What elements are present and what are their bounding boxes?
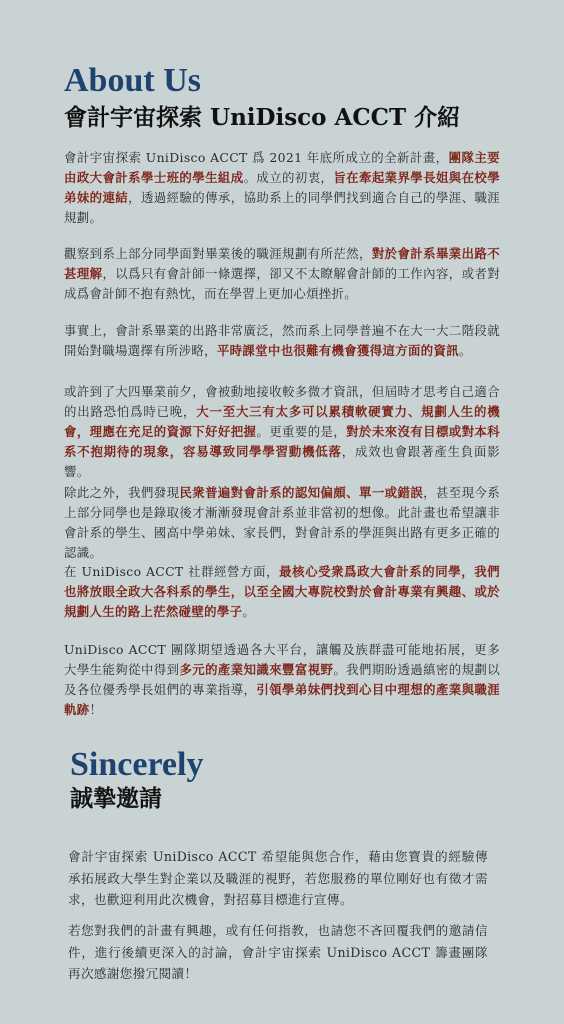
body-text: 除此之外，我們發現 xyxy=(64,485,180,500)
about-paragraph-6 xyxy=(64,562,500,622)
about-paragraph-2 xyxy=(64,244,500,304)
body-text: ，甚至現今系上部分同學也是錄取後才漸漸發現會計系並非當初的想像。此計畫也希望讓非會計系的學生、國高中學弟妹、家長們，對會計系的學涯與出路有更多正確的認識。 xyxy=(64,485,500,560)
about-title-en: About Us xyxy=(64,62,201,99)
about-paragraph-3 xyxy=(64,321,500,361)
body-text: ！ xyxy=(89,702,103,717)
body-text: ，成效也會跟著產生負面影響。 xyxy=(64,444,500,479)
body-text: 。成立的初衷， xyxy=(243,170,334,185)
highlighted-text: 大一至大三有太多可以累積軟硬實力、規劃人生的機會，理應在充足的資源下好好把握 xyxy=(64,404,500,439)
body-text: 。 xyxy=(458,343,472,358)
highlighted-text: 對於會計系畢業出路不甚理解 xyxy=(64,246,501,281)
body-text: UniDisco ACCT 團隊期望透過各大平台，讓觸及族群盡可能地拓展，更多大學生能夠從中得到 xyxy=(64,642,500,677)
body-text: 觀察到系上部分同學面對畢業後的職涯規劃有所茫然， xyxy=(64,246,372,261)
highlighted-text: 民衆普遍對會計系的認知偏頗、單一或錯誤 xyxy=(179,485,424,500)
highlighted-text: 多元的產業知識來豐富視野 xyxy=(179,662,334,677)
body-text: 。 xyxy=(242,604,256,619)
sincerely-paragraph-1 xyxy=(68,846,488,911)
body-text: ，以爲只有會計師一條選擇，卻又不太瞭解會計師的工作內容，或者對成爲會計師不抱有熱忱，而在學習上更加心煩挫折。 xyxy=(64,266,500,301)
sincerely-title-zh: 誠摯邀請 xyxy=(70,785,162,812)
body-text: 會計宇宙探索 UniDisco ACCT 爲 2021 年底所成立的全新計畫， xyxy=(64,150,449,165)
body-text: 。我們期盼透過縝密的規劃以及各位優秀學長姐們的專業指導， xyxy=(64,662,500,697)
body-text: 若您對我們的計畫有興趣，或有任何指教，也請您不吝回覆我們的邀請信件，進行後續更深入的討論，會計宇宙探索 UniDisco ACCT 籌畫團隊再次感謝您撥冗閱讀！ xyxy=(68,923,488,981)
sincerely-title-en: Sincerely xyxy=(70,746,204,783)
about-title-zh: 會計宇宙探索 UniDisco ACCT 介紹 xyxy=(64,104,461,131)
sincerely-paragraph-2 xyxy=(68,920,488,985)
highlighted-text: 對於未來沒有目標或對本科系不抱期待的現象，容易導致同學學習動機低落 xyxy=(64,424,500,459)
about-paragraph-5 xyxy=(64,483,500,563)
body-text: ，透過經驗的傳承，協助系上的同學們找到適合自己的學涯、職涯規劃。 xyxy=(64,190,501,225)
about-paragraph-7 xyxy=(64,640,500,720)
body-text: 在 UniDisco ACCT 社群經營方面， xyxy=(64,564,280,579)
highlighted-text: 旨在牽起業界學長姐與在校學弟妹的連結 xyxy=(64,170,500,205)
highlighted-text: 最核心受衆爲政大會計系的同學，我們也將放眼全政大各科系的學生，以至全國大專院校對於會計專業有興趣、或於規劃人生的路上茫然碰壁的學子 xyxy=(64,564,500,619)
highlighted-text: 團隊主要由政大會計系學士班的學生組成 xyxy=(64,150,500,185)
body-text: 事實上，會計系畢業的出路非常廣泛，然而系上同學普遍不在大一大二階段就開始對職場選擇有所涉略， xyxy=(64,323,500,358)
body-text: 或許到了大四畢業前夕，會被動地接收較多微才資訊，但屆時才思考自己適合的出路恐怕爲時已晚， xyxy=(64,384,500,419)
about-paragraph-4 xyxy=(64,382,500,482)
body-text: 會計宇宙探索 UniDisco ACCT 希望能與您合作，藉由您寶貴的經驗傳承拓展政大學生對企業以及職涯的視野，若您服務的單位剛好也有徵才需求，也歡迎利用此次機會，對招募目標進行宣傳。 xyxy=(68,849,488,907)
highlighted-text: 平時課堂中也很難有機會獲得這方面的資訊 xyxy=(216,343,459,358)
highlighted-text: 引領學弟妹們找到心目中理想的產業與職涯軌跡 xyxy=(64,682,500,717)
about-paragraph-1 xyxy=(64,148,500,228)
body-text: 。更重要的是， xyxy=(256,424,347,439)
